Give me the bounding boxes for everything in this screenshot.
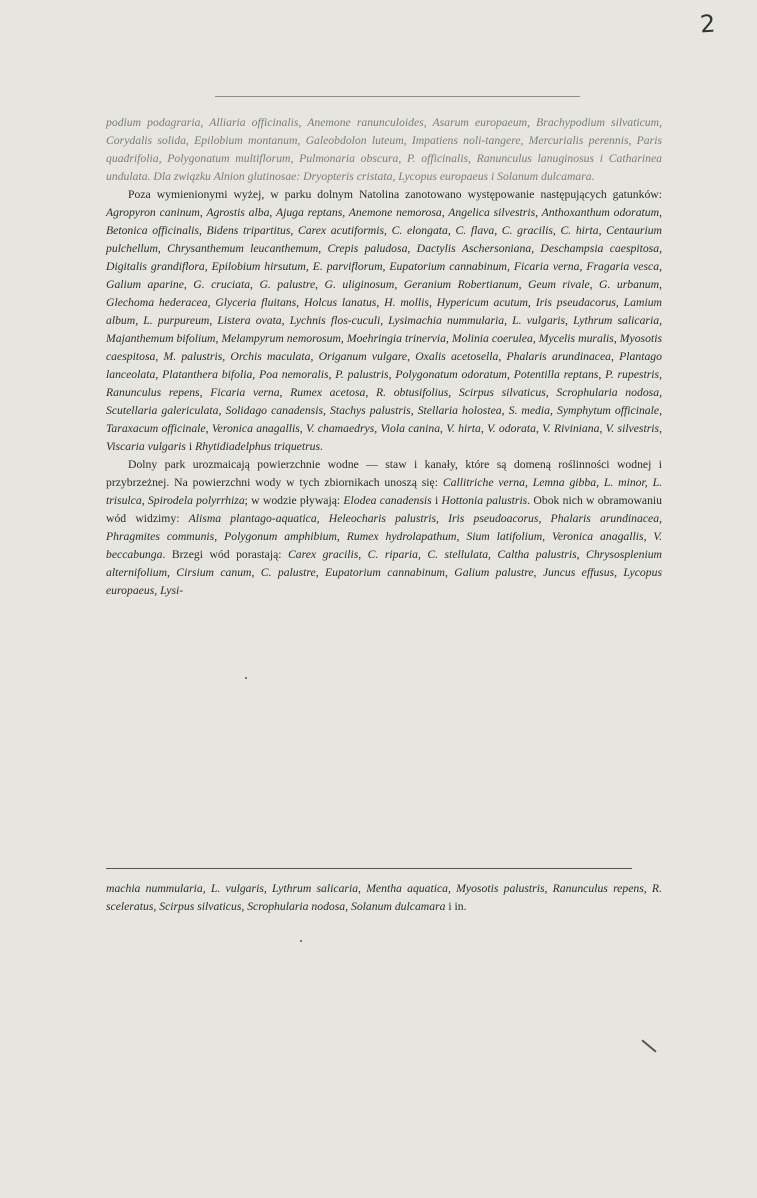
p3-text-3: i xyxy=(431,494,442,507)
p3-species-4: Alisma plantago-aquatica, Heleocharis palustris, Iris pseudoacorus, Phalaris arundinacea, Phragmites communis, Polygonum amphibium, Rumex hydrolapathum, Sium latifolium, Veronica anagallis, V. beccabunga xyxy=(106,512,663,561)
speck xyxy=(300,940,302,942)
paragraph-3 xyxy=(106,456,662,600)
p4-text: i in. xyxy=(445,900,467,913)
p3-text-5: . Brzegi wód porastają: xyxy=(162,548,288,561)
stray-mark xyxy=(641,1039,656,1052)
paragraph-2-conjunction: i xyxy=(185,440,196,453)
p4-species: machia nummularia, L. vulgaris, Lythrum salicaria, Mentha aquatica, Myosotis palustris, Ranunculus repens, R. sceleratus, Scirpus silvaticus, Scrophularia nodosa, Solanum dulcamara xyxy=(106,882,662,913)
speck xyxy=(245,677,247,679)
carry-over-text xyxy=(106,880,662,916)
paragraph-2-intro: Poza wymienionymi wyżej, w parku dolnym Natolina zanotowano występowanie następujących gatunków: xyxy=(128,188,662,201)
p3-species-1: Callitriche verna, Lemna gibba, L. minor, L. trisulca, Spirodela polyrrhiza xyxy=(106,476,662,507)
species-last: Rhytidiadelphus triquetrus xyxy=(195,440,321,453)
paragraph-1: podium podagraria, Alliaria officinalis, Anemone ranunculoides, Asarum europaeum, Brachypodium silvaticum, Corydalis solida, Epilobium montanum, Galeobdolon luteum, Impatiens noli-tangere, Mercurialis perennis, Paris quadrifolia, Polygonatum multiflorum, Pulmonaria obscura, P. officinalis, Ranunculus lanuginosus i Catharinea undulata. Dla związku Alnion glutinosae: Dryopteris cristata, Lycopus europaeus i Solanum dulcamara. xyxy=(106,116,662,183)
p3-text-2: ; w wodzie pływają: xyxy=(244,494,344,507)
p3-species-3: Hottonia palustris xyxy=(441,494,528,507)
paragraph-2 xyxy=(106,186,662,456)
paragraph-4 xyxy=(106,880,662,916)
p3-species-5: Carex gracilis, C. riparia, C. stellulata, Caltha palustris, Chrysosplenium alternifolium, Cirsium canum, C. palustre, Eupatorium cannabinum, Galium palustre, Juncus effusus, Lycopus europaeus, Lysi- xyxy=(106,548,662,597)
p3-text-4: . Obok nich w obramowaniu wód widzimy: xyxy=(106,494,663,525)
page-break-rule xyxy=(106,868,632,869)
page-number: 2 xyxy=(699,9,717,39)
species-list: Agropyron caninum, Agrostis alba, Ajuga reptans, Anemone nemorosa, Angelica silvestris, Anthoxanthum odoratum, Betonica officinalis, Bidens tripartitus, Carex acutiformis, C. elongata, C. flava, C. gracilis, C. hirta, Centaurium pulchellum, Chrysanthemum leucanthemum, Crepis paludosa, Dactylis Aschersoniana, Deschampsia caespitosa, Digitalis grandiflora, Epilobium hirsutum, E. parviflorum, Eupatorium cannabinum, Ficaria verna, Fragaria vesca, Galium aparine, G. cruciata, G. palustre, G. uliginosum, Geranium Robertianum, Geum rivale, G. urbanum, Glechoma hederacea, Glyceria fluitans, Holcus lanatus, H. mollis, Hypericum acutum, Iris pseudacorus, Lamium album, L. purpureum, Listera ovata, Lychnis flos-cuculi, Lysimachia nummularia, L. vulgaris, Lythrum salicaria, Majanthemum bifolium, Melampyrum nemorosum, Moehringia trinervia, Molinia coerulea, Mycelis muralis, Myosotis caespitosa, M. palustris, Orchis maculata, Origanum vulgare, Oxalis acetosella, Phalaris arundinacea, Plantago lanceolata, Platanthera bifolia, Poa nemoralis, P. palustris, Polygonatum odoratum, Potentilla reptans, P. rupestris, Ranunculus repens, Ficaria verna, Rumex acetosa, R. obtusifolius, Scirpus silvaticus, Scrophularia nodosa, Scutellaria galericulata, Solidago canadensis, Stachys palustris, Stellaria holostea, S. media, Symphytum officinale, Taraxacum officinale, Veronica anagallis, V. chamaedrys, Viola canina, V. hirta, V. odorata, V. Riviniana, V. silvestris, Viscaria vulgaris xyxy=(106,206,662,453)
p3-species-2: Elodea canadensis xyxy=(343,494,432,507)
p3-text-1: Dolny park urozmaicają powierzchnie wodne — staw i kanały, które są domeną roślinności wodnej i przybrzeżnej. Na powierzchni wody w tych zbiornikach unoszą się: xyxy=(106,458,662,489)
body-text xyxy=(106,114,662,600)
paragraph-2-end: . xyxy=(320,440,323,453)
top-rule xyxy=(215,96,580,97)
